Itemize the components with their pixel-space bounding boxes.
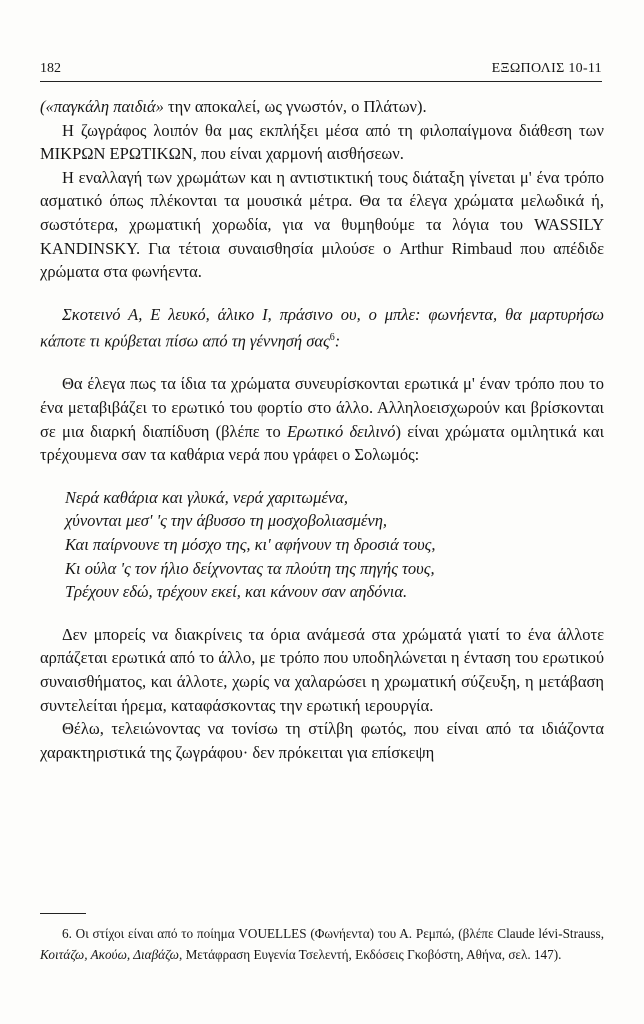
page-number: 182 [40,61,61,76]
paragraph-1 [40,95,604,119]
rimbaud-quote-text: Σκοτεινό Α, Ε λευκό, άλικο Ι, πράσινο ου, ο μπλε: φωνήεντα, θα μαρτυρήσω κάποτε τι κρύβεται πίσω από τη γέννησή σας [40,304,604,351]
paragraph-5: Δεν μπορείς να διακρίνεις τα όρια ανάμεσά στα χρώματά γιατί το ένα άλλοτε αρπάζεται ερωτικά από το άλλο, με τρόπο που υποδηλώνεται η ένταση του ερωτικού συναισθήματος, και άλλοτε, χωρίς να χαλαρώσει η χρωματική σύζευξη, η μετάβαση συντελείται ήρεμα, καταφάσκοντας την ερωτική ιερουργία. [40,624,604,715]
rimbaud-quote-end: : [334,331,341,351]
footnote-italic: Κοιτάζω, Ακούω, Διαβάζω [40,946,179,962]
poem-line: χύνονται μεσ' 'ς την άβυσσο τη μοσχοβολιασμένη, [65,511,388,531]
paragraph-4-part2: ) είναι χρώματα ομιλητικά και τρέχουμενα σαν τα καθάρια νερά που γράφει ο Σολωμός: [40,421,605,465]
footnote-part1: 6. Οι στίχοι είναι από το ποίημα VOUELLES (Φωνήεντα) του Α. Ρεμπώ, (βλέπε Claude lévi-Strauss, [62,926,604,941]
footnote-reference: 6 [329,332,335,344]
paragraph-1-quote: («παγκάλη παιδιά» [40,97,164,116]
running-title: ΕΞΩΠΟΛΙΣ 10-11 [491,61,602,76]
solomos-poem [40,486,604,604]
paragraph-4-italic: Ερωτικό δειλινό [286,421,396,441]
footnote-part2: , Μετάφραση Ευγενία Τσελεντή, Εκδόσεις Γκοβόστη, Αθήνα, σελ. 147). [178,946,562,962]
paragraph-3: Η εναλλαγή των χρωμάτων και η αντιστικτική τους διάταξη γίνεται μ' ένα τρόπο ασματικό όπως πλέκονται τα μουσικά μέτρα. Θα τα έλεγα χρώματα μελωδικά ή, σωστότερα, χρωματική χορωδία, για να θυμηθούμε τα λόγια του WASSILY KANDINSKY. Για τέτοια συναισθησία μιλούσε ο Arthur Rimbaud που απέδιδε χρώματα στα φωνήεντα. [40,167,604,282]
main-text [40,95,604,764]
paragraph-1-text: την αποκαλεί, ως γνωστόν, ο Πλάτων). [163,97,427,116]
paragraph-6: Θέλω, τελειώνοντας να τονίσω τη στίλβη φωτός, που είναι από τα ιδιάζοντα χαρακτηριστικά της ζωγράφου· δεν πρόκειται για επίσκεψη [40,719,604,762]
page-header [40,55,602,82]
footnote-divider [40,913,86,914]
poem-line: Τρέχουν εδώ, τρέχουν εκεί, και κάνουν σαν αηδόνια. [65,582,408,602]
rimbaud-quote [40,303,604,354]
footnote [40,924,604,965]
paragraph-4 [40,372,604,466]
poem-line: Νερά καθάρια και γλυκά, νερά χαριτωμένα, [65,487,348,507]
paragraph-2: Η ζωγράφος λοιπόν θα μας εκπλήξει μέσα από τη φιλοπαίγμονα διάθεση των ΜΙΚΡΩΝ ΕΡΩΤΙΚΩΝ, που είναι χαρμονή αισθήσεων. [40,120,604,164]
paragraph-4-part1: Θα έλεγα πως τα ίδια τα χρώματα συνευρίσκονται ερωτικά μ' έναν τρόπο που το ένα μεταβιβάζει το ερωτικό του φορτίο στο άλλο. Αλληλοεισχωρούν και βρίσκονται σε μια διαρκή διαπίδυση (βλέπε το [40,374,604,441]
poem-line: Και παίρνουνε τη μόσχο της, κι' αφήνουν τη δροσιά τους, [65,535,436,554]
poem-line: Κι ούλα 'ς τον ήλιο δείχνοντας τα πλούτη της πηγής τους, [65,558,435,578]
